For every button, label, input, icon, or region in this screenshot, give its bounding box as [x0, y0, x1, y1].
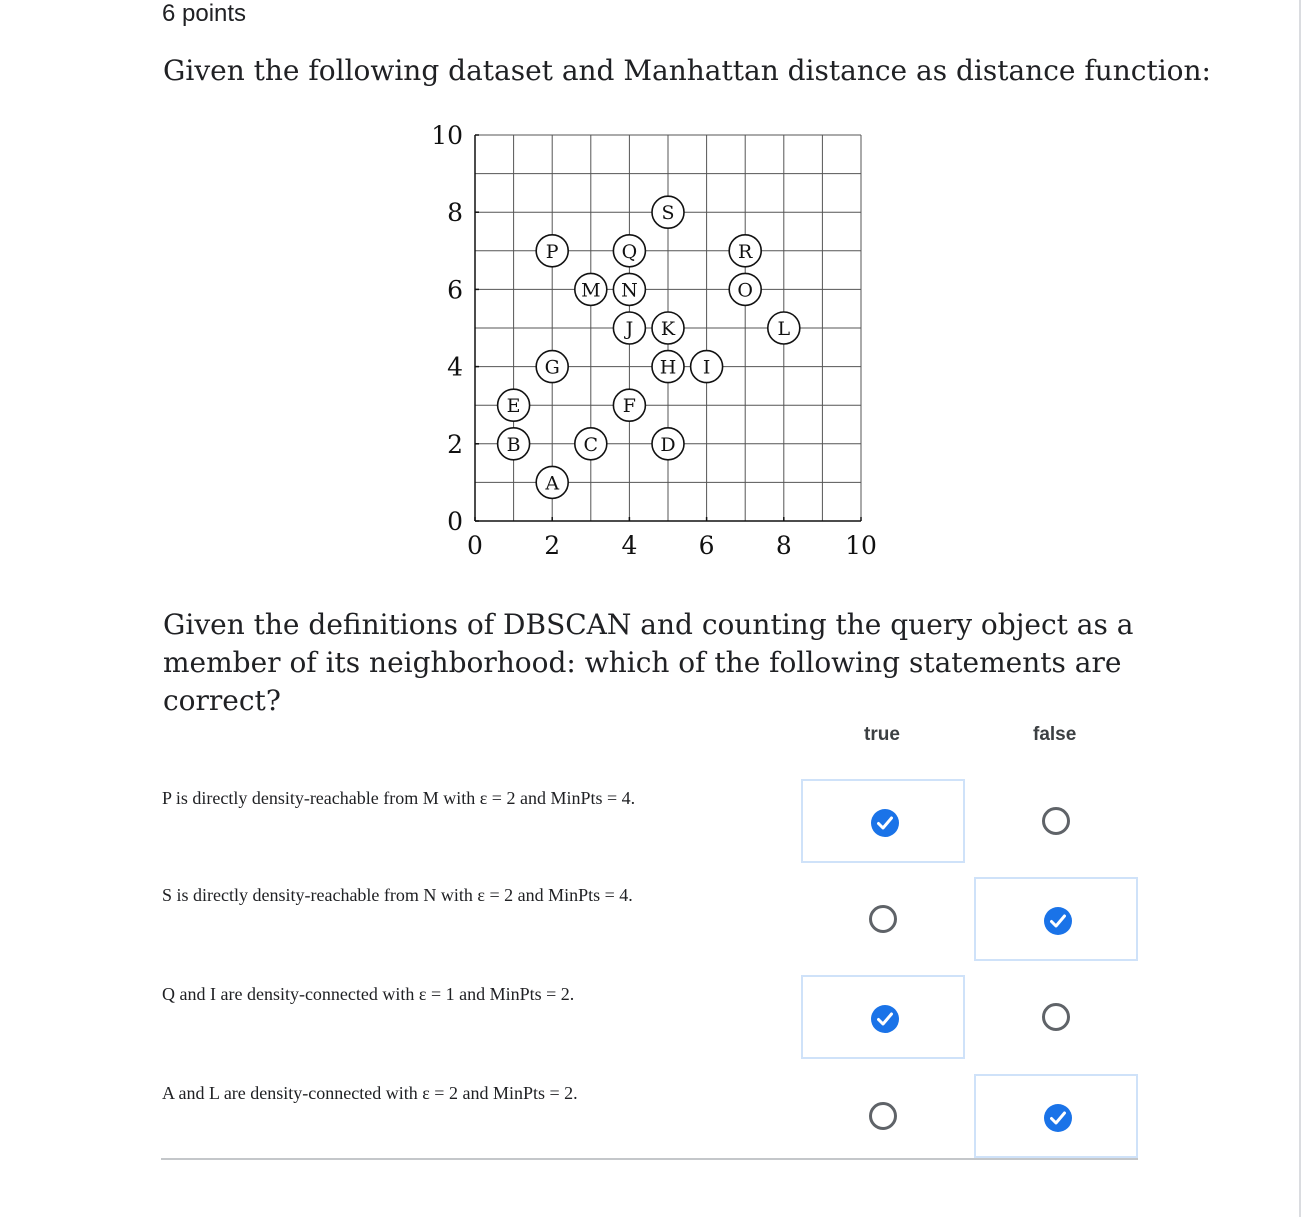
data-point-label: S: [661, 202, 675, 225]
answer-cell-true[interactable]: [801, 975, 965, 1059]
y-tick-label: 8: [447, 198, 463, 228]
data-point-label: E: [506, 395, 521, 418]
radio-true[interactable]: [869, 905, 897, 933]
data-point-label: M: [581, 279, 601, 302]
question-heading: Given the following dataset and Manhattan distance as distance function:: [163, 54, 1211, 87]
answer-cell-false[interactable]: [974, 1074, 1138, 1158]
radio-true[interactable]: [871, 809, 899, 837]
data-point-label: B: [506, 433, 521, 456]
radio-false[interactable]: [1042, 807, 1070, 835]
data-point-label: N: [621, 279, 638, 302]
x-tick-label: 8: [775, 531, 792, 560]
x-tick-label: 0: [467, 531, 483, 560]
checkmark-icon: [1050, 1111, 1066, 1125]
y-tick-label: 0: [447, 507, 463, 536]
points-label: 6 points: [162, 0, 247, 27]
x-tick-label: 2: [544, 531, 561, 560]
data-point-label: J: [625, 318, 634, 340]
data-point-label: P: [545, 240, 559, 263]
y-tick-label: 2: [447, 429, 463, 459]
data-point-label: F: [622, 395, 636, 418]
radio-false[interactable]: [1044, 907, 1072, 935]
scatter-plot: [420, 115, 890, 565]
statement-text: S is directly density-reachable from N with ε = 2 and MinPts = 4.: [162, 885, 633, 905]
data-point-label: H: [659, 356, 677, 379]
data-point-label: K: [660, 318, 676, 340]
y-tick-label: 4: [447, 352, 463, 382]
y-tick-label: 6: [447, 275, 463, 305]
radio-false[interactable]: [1042, 1003, 1070, 1031]
data-point-label: Q: [621, 240, 638, 263]
column-header-false: false: [1033, 724, 1077, 745]
answer-cell-true[interactable]: [801, 1074, 965, 1158]
answer-cell-false[interactable]: [974, 779, 1138, 863]
data-point-label: L: [777, 318, 791, 340]
statement-text: Q and I are density-connected with ε = 1 and MinPts = 2.: [162, 984, 575, 1004]
data-point-label: C: [583, 433, 599, 456]
data-point-label: D: [660, 433, 676, 456]
grid-bottom-divider: [161, 1158, 1138, 1160]
data-point-label: G: [544, 356, 560, 379]
page-right-border: [1299, 0, 1301, 1217]
checkmark-icon: [877, 816, 893, 830]
data-point-label: O: [737, 279, 753, 302]
statement-text: P is directly density-reachable from M with ε = 2 and MinPts = 4.: [162, 788, 636, 808]
answer-cell-true[interactable]: [801, 779, 965, 863]
data-point-label: I: [702, 356, 711, 379]
radio-true[interactable]: [871, 1005, 899, 1033]
answer-cell-false[interactable]: [974, 975, 1138, 1059]
x-tick-label: 10: [845, 531, 877, 560]
column-header-true: true: [864, 724, 900, 745]
y-tick-label: 10: [431, 121, 463, 150]
data-point-label: R: [738, 240, 753, 263]
answer-cell-false[interactable]: [974, 877, 1138, 961]
radio-true[interactable]: [869, 1102, 897, 1130]
answer-cell-true[interactable]: [801, 877, 965, 961]
checkmark-icon: [877, 1012, 893, 1026]
data-point-label: A: [545, 472, 560, 495]
x-tick-label: 6: [698, 531, 715, 560]
statement-text: A and L are density-connected with ε = 2 and MinPts = 2.: [162, 1083, 578, 1103]
checkmark-icon: [1050, 914, 1066, 928]
x-tick-label: 4: [621, 531, 638, 560]
radio-false[interactable]: [1044, 1104, 1072, 1132]
question-text: Given the definitions of DBSCAN and counting the query object as a member of its neighborhood: which of the following statements are correct?: [163, 608, 1134, 717]
